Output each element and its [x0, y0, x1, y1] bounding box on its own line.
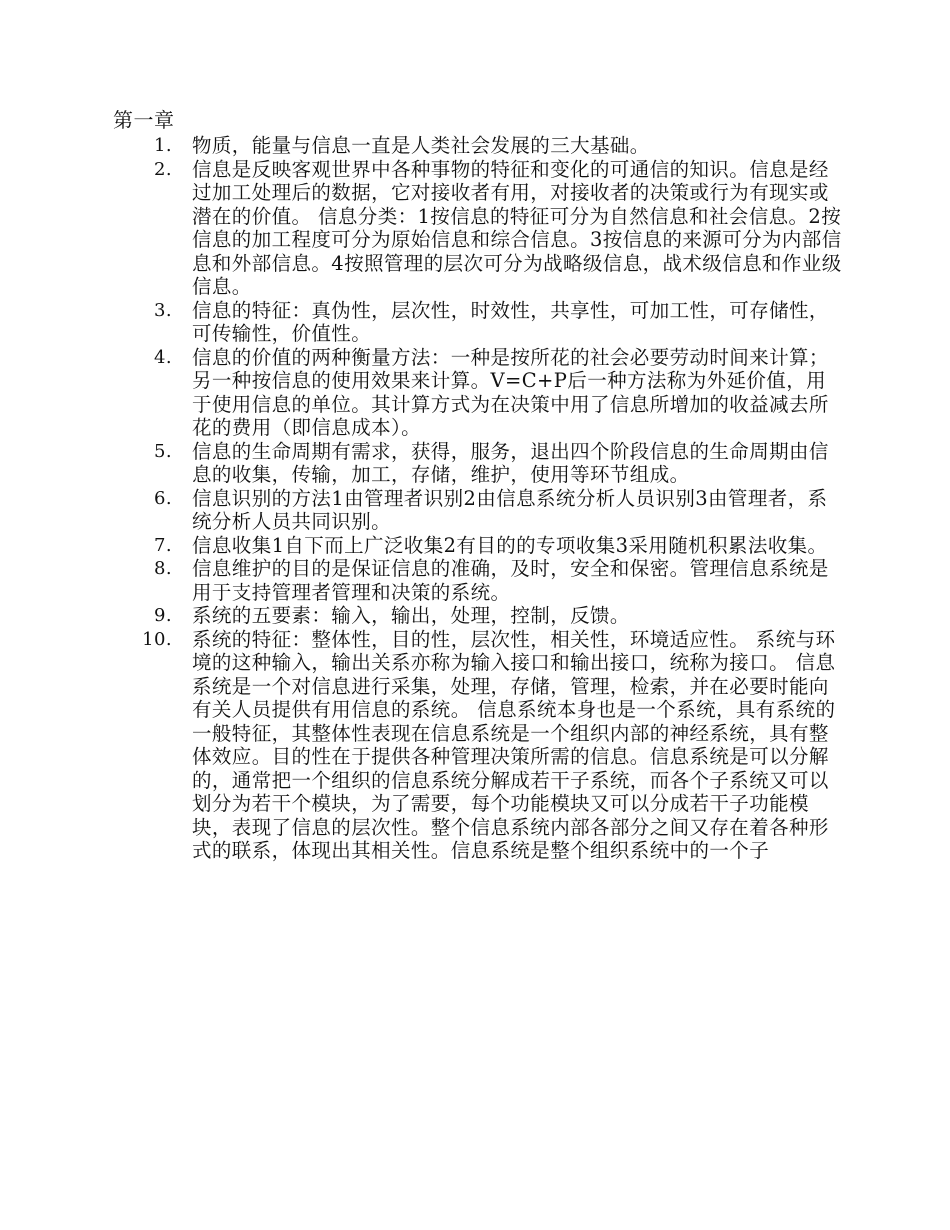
list-number: 1. [154, 135, 172, 156]
list-number: 10. [142, 628, 172, 650]
list-number: 8. [154, 558, 172, 579]
list-number: 5. [154, 440, 172, 462]
list-item [110, 557, 850, 604]
list-text: 物质，能量与信息一直是人类社会发展的三大基础。 [192, 134, 650, 157]
list-text: 系统的五要素：输入，输出，处理，控制，反馈。 [192, 604, 630, 627]
list-number: 4. [154, 346, 172, 368]
list-number: 6. [154, 487, 172, 509]
list-item [110, 299, 850, 346]
list-number: 2. [154, 158, 172, 180]
list-item [110, 346, 850, 440]
list-item [110, 158, 850, 299]
list-number: 7. [154, 534, 172, 556]
list-item [110, 534, 850, 558]
list-item [110, 440, 850, 487]
list-number: 3. [154, 299, 172, 321]
list-text: 系统的特征：整体性，目的性，层次性，相关性，环境适应性。 系统与环境的这种输入，输出关系亦称为输入接口和输出接口，统称为接口。 信息系统是一个对信息进行采集，处理，存储，管理，检索，并在必要时能向有关人员提供有用信息的系统。 信息系统本身也是一个系统，具有系统的一般特征，其整体性表现在信息系统是一个组织内部的神经系统，具有整体效应。目的性在于提供各种管理决策所需的信息。信息系统是可以分解的，通常把一个组织的信息系统分解成若干子系统，而各个子系统又可以划分为若干个模块，为了需要，每个功能模块又可以分成若干子功能模块，表现了信息的层次性。整个信息系统内部各部分之间又存在着各种形式的联系，体现出其相关性。信息系统是整个组织系统中的一个子 [192, 627, 836, 862]
list-number: 9. [154, 605, 172, 626]
numbered-list [110, 134, 850, 863]
list-item [110, 134, 850, 158]
list-item [110, 628, 850, 863]
list-text: 信息维护的目的是保证信息的准确，及时，安全和保密。管理信息系统是用于支持管理者管理和决策的系统。 [192, 557, 829, 604]
list-text: 信息的特征：真伪性，层次性，时效性，共享性，可加工性，可存储性，可传输性，价值性。 [192, 298, 829, 345]
list-text: 信息识别的方法1由管理者识别2由信息系统分析人员识别3由管理者，系统分析人员共同识别。 [192, 486, 828, 533]
list-text: 信息是反映客观世界中各种事物的特征和变化的可通信的知识。信息是经过加工处理后的数据，它对接收者有用，对接收者的决策或行为有现实或潜在的价值。 信息分类：1按信息的特征可分为自然信息和社会信息。2按信息的加工程度可分为原始信息和综合信息。3按信息的来源可分为内部信息和外部信息。4按照管理的层次可分为战略级信息，战术级信息和作业级信息。 [192, 157, 842, 298]
chapter-heading: 第一章 [113, 108, 175, 132]
list-item [110, 604, 850, 628]
list-text: 信息的生命周期有需求，获得，服务，退出四个阶段信息的生命周期由信息的收集，传输，加工，存储，维护，使用等环节组成。 [192, 439, 829, 486]
list-item [110, 487, 850, 534]
list-text: 信息的价值的两种衡量方法：一种是按所花的社会必要劳动时间来计算；另一种按信息的使用效果来计算。V=C+P后一种方法称为外延价值，用于使用信息的单位。其计算方式为在决策中用了信息所增加的收益减去所花的费用（即信息成本）。 [192, 345, 829, 439]
list-text: 信息收集1自下而上广泛收集2有目的的专项收集3采用随机积累法收集。 [192, 533, 828, 557]
